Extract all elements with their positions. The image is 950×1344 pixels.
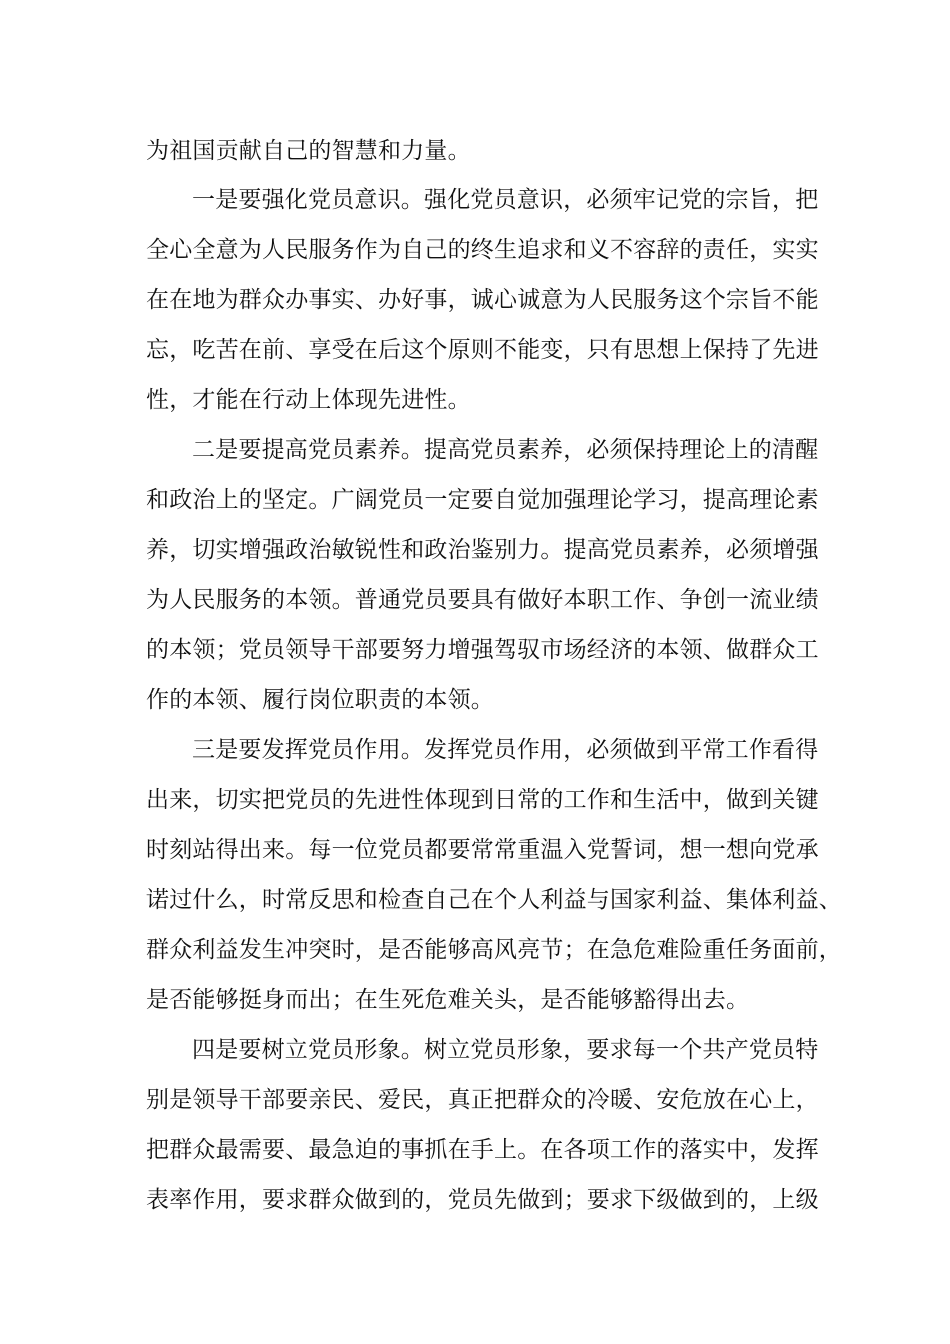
text-line: 全心全意为人民服务作为自己的终生追求和义不容辞的责任，实实 (146, 237, 819, 263)
text-line: 表率作用，要求群众做到的，党员先做到；要求下级做到的，上级 (146, 1187, 819, 1213)
text-line: 忘，吃苦在前、享受在后这个原则不能变，只有思想上保持了先进 (146, 337, 819, 363)
text-line: 出来，切实把党员的先进性体现到日常的工作和生活中，做到关键 (146, 787, 819, 813)
text-line: 群众利益发生冲突时，是否能够高风亮节；在急危难险重任务面前， (146, 937, 842, 963)
text-line: 的本领；党员领导干部要努力增强驾驭市场经济的本领、做群众工 (146, 637, 819, 663)
text-line: 和政治上的坚定。广阔党员一定要自觉加强理论学习，提高理论素 (146, 487, 819, 513)
text-line: 性，才能在行动上体现先进性。 (146, 387, 471, 413)
text-line: 在在地为群众办事实、办好事，诚心诚意为人民服务这个宗旨不能 (146, 287, 819, 313)
text-line: 诺过什么，时常反思和检查自己在个人利益与国家利益、集体利益、 (146, 887, 842, 913)
paragraph-first-line: 三是要发挥党员作用。发挥党员作用，必须做到平常工作看得 (192, 737, 819, 763)
text-line: 为祖国贡献自己的智慧和力量。 (146, 138, 471, 164)
text-line: 养，切实增强政治敏锐性和政治鉴别力。提高党员素养，必须增强 (146, 537, 819, 563)
text-line: 为人民服务的本领。普通党员要具有做好本职工作、争创一流业绩 (146, 587, 819, 613)
text-line: 别是领导干部要亲民、爱民，真正把群众的冷暖、安危放在心上， (146, 1087, 819, 1113)
paragraph-first-line: 二是要提高党员素养。提高党员素养，必须保持理论上的清醒 (192, 437, 819, 463)
text-line: 时刻站得出来。每一位党员都要常常重温入党誓词，想一想向党承 (146, 837, 819, 863)
text-line: 作的本领、履行岗位职责的本领。 (146, 687, 494, 713)
paragraph-first-line: 四是要树立党员形象。树立党员形象，要求每一个共产党员特 (192, 1037, 819, 1063)
text-line: 是否能够挺身而出；在生死危难关头，是否能够豁得出去。 (146, 987, 750, 1013)
paragraph-first-line: 一是要强化党员意识。强化党员意识，必须牢记党的宗旨，把 (192, 187, 819, 213)
text-line: 把群众最需要、最急迫的事抓在手上。在各项工作的落实中，发挥 (146, 1137, 819, 1163)
